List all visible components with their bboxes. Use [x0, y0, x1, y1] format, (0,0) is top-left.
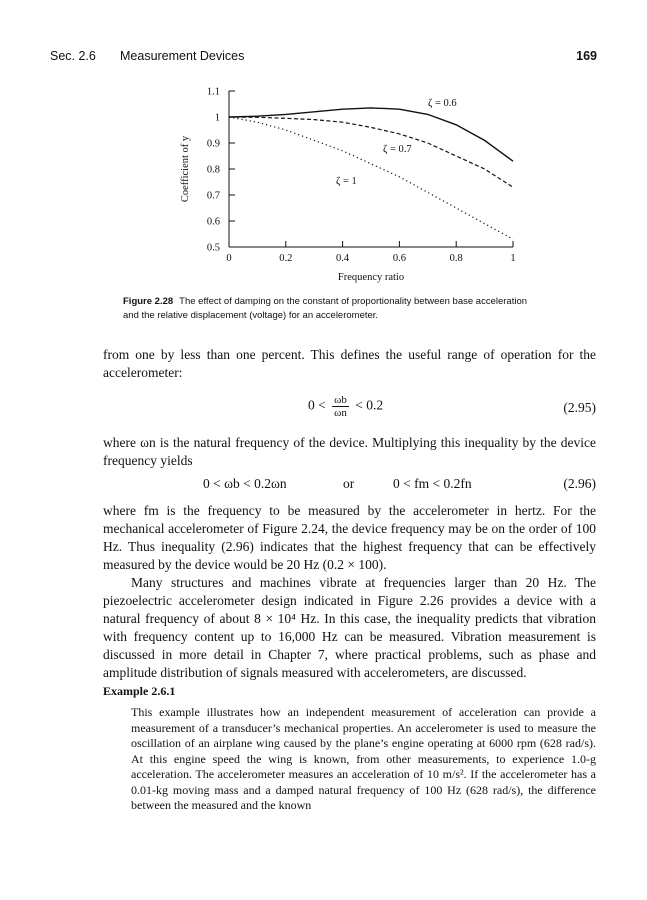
series-line-3 [229, 117, 513, 239]
x-tick-label: 0.4 [336, 253, 350, 264]
running-head [50, 49, 597, 67]
equation-number: (2.96) [563, 476, 596, 491]
x-tick-label: 0.6 [392, 253, 406, 264]
paragraph-text: from one by less than one percent. This defines the useful range of operation for the accelerometer: [103, 347, 596, 380]
series-annotation: ζ = 0.6 [428, 98, 457, 109]
equation-2-96 [103, 476, 596, 496]
y-tick-label: 0.5 [206, 242, 220, 254]
paragraph-2 [103, 434, 596, 470]
y-ticks [207, 87, 235, 254]
page-number: 169 [576, 49, 597, 63]
section-number: Sec. 2.6 [50, 49, 96, 63]
y-tick-label: 0.8 [206, 164, 220, 176]
paragraph-text: where fm is the frequency to be measured by the accelerometer in hertz. For the mechanical accelerometer of Figure 2.24, the device frequency may be on the order of 100 Hz. Thus inequality (2.96) indicates that the highest frequency that can be effectively measured by the device would be 20 Hz (0.2 × 100). [103, 503, 596, 572]
series-line-2 [229, 117, 513, 187]
eq-rhs: < 0.2 [355, 397, 384, 413]
x-ticks [226, 241, 515, 264]
equation-number: (2.95) [563, 400, 596, 415]
paragraph-3 [103, 502, 596, 574]
eq-right: 0 < fm < 0.2fn [393, 476, 472, 491]
figure-caption [123, 295, 543, 323]
series-group [229, 108, 513, 239]
annotations [336, 98, 457, 187]
example-heading: Example 2.6.1 [103, 684, 176, 698]
paragraph-1 [103, 346, 596, 382]
x-tick-label: 0 [226, 253, 232, 264]
x-axis-label: Frequency ratio [337, 272, 405, 283]
x-tick-label: 0.2 [279, 253, 293, 264]
eq-left: 0 < ωb < 0.2ωn [203, 476, 287, 491]
section-title: Measurement Devices [120, 49, 245, 63]
example-text: This example illustrates how an independent measurement of acceleration can provide a measurement of a transducer’s mechanical properties. An accelerometer is used to measure the oscillation of an airplane wing caused by the plane’s engine operating at 6000 rpm (628 rad/s). At this engine speed the wing is known, from other measurements, to experience 1.0-g acceleration. The accelerometer measures an acceleration of 10 m/s². If the accelerometer has a 0.01-kg moving mass and a damped natural frequency of 100 Hz (628 rad/s), the difference between the measured and the known [131, 705, 596, 812]
eq-numerator: ωb [334, 394, 347, 406]
eq-or: or [343, 476, 355, 491]
y-axis-label: Coefficient of y [180, 135, 191, 203]
eq-fraction [332, 394, 349, 419]
figure-label: Figure 2.28 [123, 296, 174, 307]
y-tick-label: 1 [214, 112, 220, 124]
caption-text: The effect of damping on the constant of proportionality between base acceleration and the relative displacement (voltage) for an accelerometer. [123, 296, 528, 321]
series-annotation: ζ = 1 [336, 176, 357, 187]
y-tick-label: 0.7 [206, 190, 220, 202]
paragraph-4 [103, 574, 596, 682]
paragraph-text: Many structures and machines vibrate at frequencies larger than 20 Hz. The piezoelectric accelerometer design indicated in Figure 2.26 provides a device with a natural frequency of about 8 × 10⁴ Hz. In this case, the inequality predicts that vibration with frequency content up to 16,000 Hz can be measured. Vibration measurement is discussed in more detail in Chapter 7, where practical problems, such as phase and amplitude distribution of signals measured with accelerometers, are discussed. [103, 575, 596, 680]
plot-area [180, 87, 516, 284]
x-tick-label: 0.8 [449, 253, 463, 264]
eq-lhs: 0 < [308, 397, 326, 413]
series-line-1 [229, 108, 513, 161]
y-tick-label: 0.6 [206, 216, 220, 228]
series-annotation: ζ = 0.7 [383, 144, 412, 155]
equation-2-95 [103, 392, 596, 428]
damping-chart [170, 76, 530, 288]
x-tick-label: 1 [510, 253, 516, 264]
y-tick-label: 0.9 [206, 138, 220, 150]
paragraph-text: where ωn is the natural frequency of the device. Multiplying this inequality by the device frequency yields [103, 435, 596, 468]
y-tick-label: 1.1 [206, 86, 220, 98]
eq-denominator: ωn [334, 407, 347, 419]
